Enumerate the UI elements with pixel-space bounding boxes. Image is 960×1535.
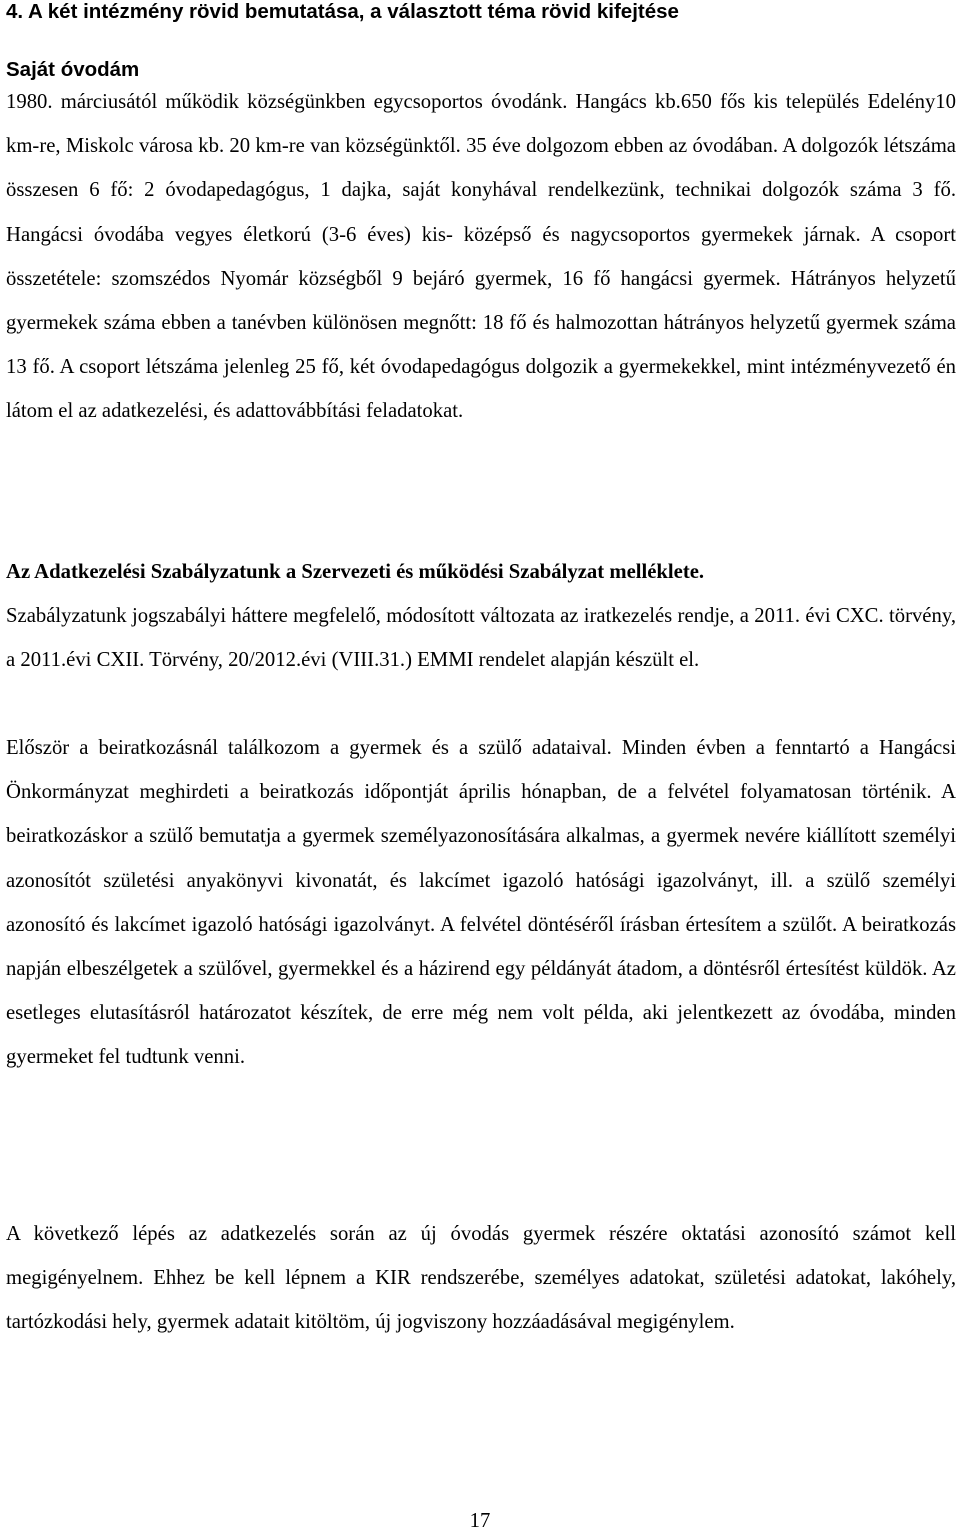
paragraph-enrollment: Először a beiratkozásnál találkozom a gyermek és a szülő adataival. Minden évben a fenntartó a Hangácsi Önkormányzat meghirdeti a beiratkozás időpontját április hónapban, de a felvétel folyamatosan történik. A beiratkozáskor a szülő bemutatja a gyermek személyazonosítására alkalmas, a gyermek nevére kiállított személyi azonosítót születési anyakönyvi kivonatát, és lakcímet igazoló hatósági igazolványt, ill. a szülő személyi azonosító és lakcímet igazoló hatósági igazolványt. A felvétel döntéséről írásban értesítem a szülőt. A beiratkozás napján elbeszélgetek a szülővel, gyermekkel és a házirend egy példányát átadom, a döntésről értesítést küldök. Az esetleges elutasításról határozatot készítek, de erre még nem volt példa, aki jelentkezett az óvodába, minden gyermeket fel tudtunk venni. bbox=[6, 737, 956, 1069]
subsection-heading: Saját óvodám bbox=[6, 58, 140, 81]
page-number: 17 bbox=[469, 1510, 491, 1532]
paragraph-institution-intro: 1980. márciusától működik községünkben egycsoportos óvodánk. Hangács kb.650 fős kis település Edelény10 km-re, Miskolc városa kb. 20 km-re van községünktől. 35 éve dolgozom ebben az óvodában. A dolgozók létszáma összesen 6 fő: 2 óvodapedagógus, 1 dajka, saját konyhával rendelkezünk, technikai dolgozók száma 3 fő. Hangácsi óvodába vegyes életkorú (3-6 éves) kis- középső és nagycsoportos gyermekek járnak. A csoport összetétele: szomszédos Nyomár községből 9 bejáró gyermek, 16 fő hangácsi gyermek. Hátrányos helyzetű gyermekek száma ebben a tanévben különösen megnőtt: 18 fő és halmozottan hátrányos helyzetű gyermek száma 13 fő. A csoport létszáma jelenleg 25 fő, két óvodapedagógus dolgozik a gyermekekkel, mint intézményvezető én látom el az adatkezelési, és adattovábbítási feladatokat. bbox=[6, 91, 956, 423]
paragraph-kir-registration: A következő lépés az adatkezelés során az új óvodás gyermek részére oktatási azonosító számot kell megigényelnem. Ehhez be kell lépnem a KIR rendszerébe, személyes adatokat, születési adatokat, lakóhely, tartózkodási hely, gyermek adatait kitöltöm, új jogviszony hozzáadásával megigénylem. bbox=[6, 1223, 956, 1334]
paragraph-legal-background: Szabályzatunk jogszabályi háttere megfelelő, módosított változata az iratkezelés rendje, a 2011. évi CXC. törvény, a 2011.évi CXII. Törvény, 20/2012.évi (VIII.31.) EMMI rendelet alapján készült el. bbox=[6, 605, 956, 672]
paragraph-bold-statement: Az Adatkezelési Szabályzatunk a Szervezeti és működési Szabályzat melléklete. bbox=[6, 561, 705, 583]
section-heading: 4. A két intézmény rövid bemutatása, a választott téma rövid kifejtése bbox=[6, 0, 679, 23]
